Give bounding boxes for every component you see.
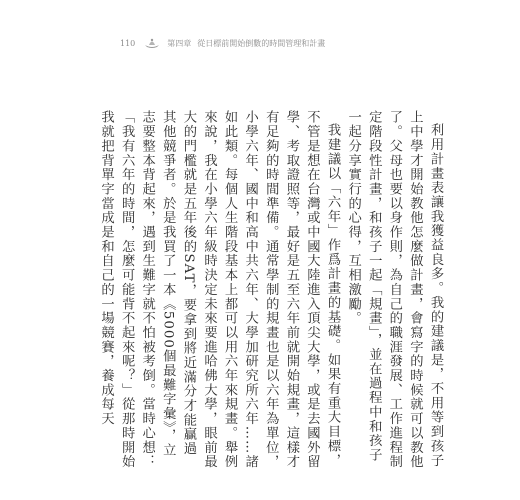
- body-text: [98, 110, 445, 470]
- paragraph: 我建議以「六年」作爲計畫的基礎。如果有重大目標，不管是想在台灣或中國大陸進入頂尖大學，或是去國外留學、考取證照等，最好是五至六年前就開始規畫，這樣才有足夠的時間準備。通常學制的規畫也是以六年為單位，小學六年、國中和高中共六年、大學加研究所六年……諸如此類。每個人生階段基本上都可以用六年來規畫。舉例來說，我在小學六年級時決定未來要進哈佛大學，眼前最大的門檻就是五年後的SAT，要拿到將近滿分才能贏過其他競爭者。於是我買了一本《5000個最難字彙》，立志要整本背起來，遇到生難字就不怕被考倒。當時心想：「我有六年的時間，怎麼可能背不起來呢？」從那時開始我就把背單字當成是和自己的一場競賽，養成每天: [98, 110, 341, 469]
- running-header: [120, 36, 325, 50]
- page-number: 110: [120, 38, 136, 48]
- paragraph: 利用計畫表讓我獲益良多。我的建議是，不用等到孩子上中學才開始教他怎麼做計畫，會寫字的時候就可以教他了。父母也要以身作則，為自己的職涯發展、工作進程制定階段性計畫，和孩子一起「規畫」，並在過程中和孩子一起分享實行的心得，互相激勵。: [345, 110, 443, 469]
- chapter-title: 從日標前開始倒數的時間管理和計畫: [197, 38, 326, 48]
- chapter-label: 第四章: [167, 38, 192, 48]
- publisher-logo-icon: [143, 37, 161, 49]
